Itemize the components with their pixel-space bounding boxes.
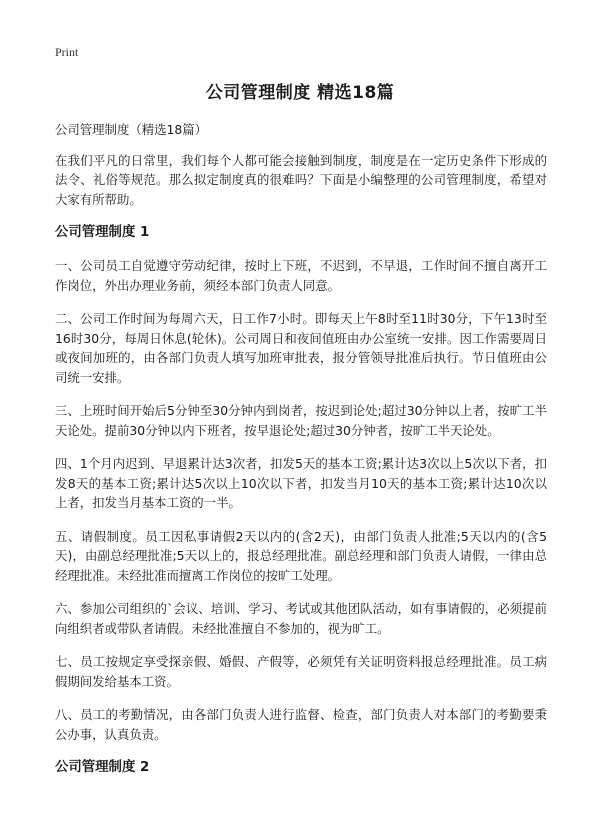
section-paragraph: 二、公司工作时间为每周六天，日工作7小时。即每天上午8时至11时30分，下午13时至16时30分，每周日休息(轮休)。公司周日和夜间值班由办公室统一安排。因工作需要周日或夜间加班的，由各部门负责人填写加班审批表，报分管领导批准后执行。节日值班由公司统一安排。 [55,311,547,385]
intro-paragraph: 在我们平凡的日常里，我们每个人都可能会接触到制度，制度是在一定历史条件下形成的法令、礼俗等规范。那么拟定制度真的很难吗？下面是小编整理的公司管理制度，希望对大家有所帮助。 [55,152,547,207]
section-paragraph: 五、请假制度。员工因私事请假2天以内的(含2天)，由部门负责人批准;5天以内的(含5天)，由副总经理批准;5天以上的，报总经理批准。副总经理和部门负责人请假，一律由总经理批准。未经批准而擅离工作岗位的按旷工处理。 [55,528,547,583]
section-heading: 公司管理制度 2 [55,760,150,775]
section-paragraph: 一、公司员工自觉遵守劳动纪律，按时上下班，不迟到，不早退，工作时间不擅自离开工作岗位，外出办理业务前，须经本部门负责人同意。 [55,258,547,293]
section-heading: 公司管理制度 1 [55,225,150,240]
section-paragraph: 四、1个月内迟到、早退累计达3次者，扣发5天的基本工资;累计达3次以上5次以下者，扣发8天的基本工资;累计达5次以上10次以下者，扣发当月10天的基本工资;累计达10次以上者，扣发当月基本工资的一半。 [55,456,547,510]
print-link[interactable]: Print [55,45,79,59]
section-paragraph: 七、员工按规定享受探亲假、婚假、产假等，必须凭有关证明资料报总经理批准。员工病假期间发给基本工资。 [55,654,547,689]
section-paragraph: 三、上班时间开始后5分钟至30分钟内到岗者，按迟到论处;超过30分钟以上者，按旷工半天论处。提前30分钟以内下班者，按早退论处;超过30分钟者，按旷工半天论处。 [55,403,547,438]
document-subtitle: 公司管理制度（精选18篇） [55,122,208,137]
document-body [55,120,547,791]
page-title: 公司管理制度 精选18篇 [205,83,395,103]
section-paragraph: 八、员工的考勤情况，由各部门负责人进行监督、检查，部门负责人对本部门的考勤要秉公办事，认真负责。 [55,707,547,742]
section-paragraph: 六、参加公司组织的`会议、培训、学习、考试或其他团队活动，如有事请假的，必须提前向组织者或带队者请假。未经批准擅自不参加的，视为旷工。 [55,601,547,636]
